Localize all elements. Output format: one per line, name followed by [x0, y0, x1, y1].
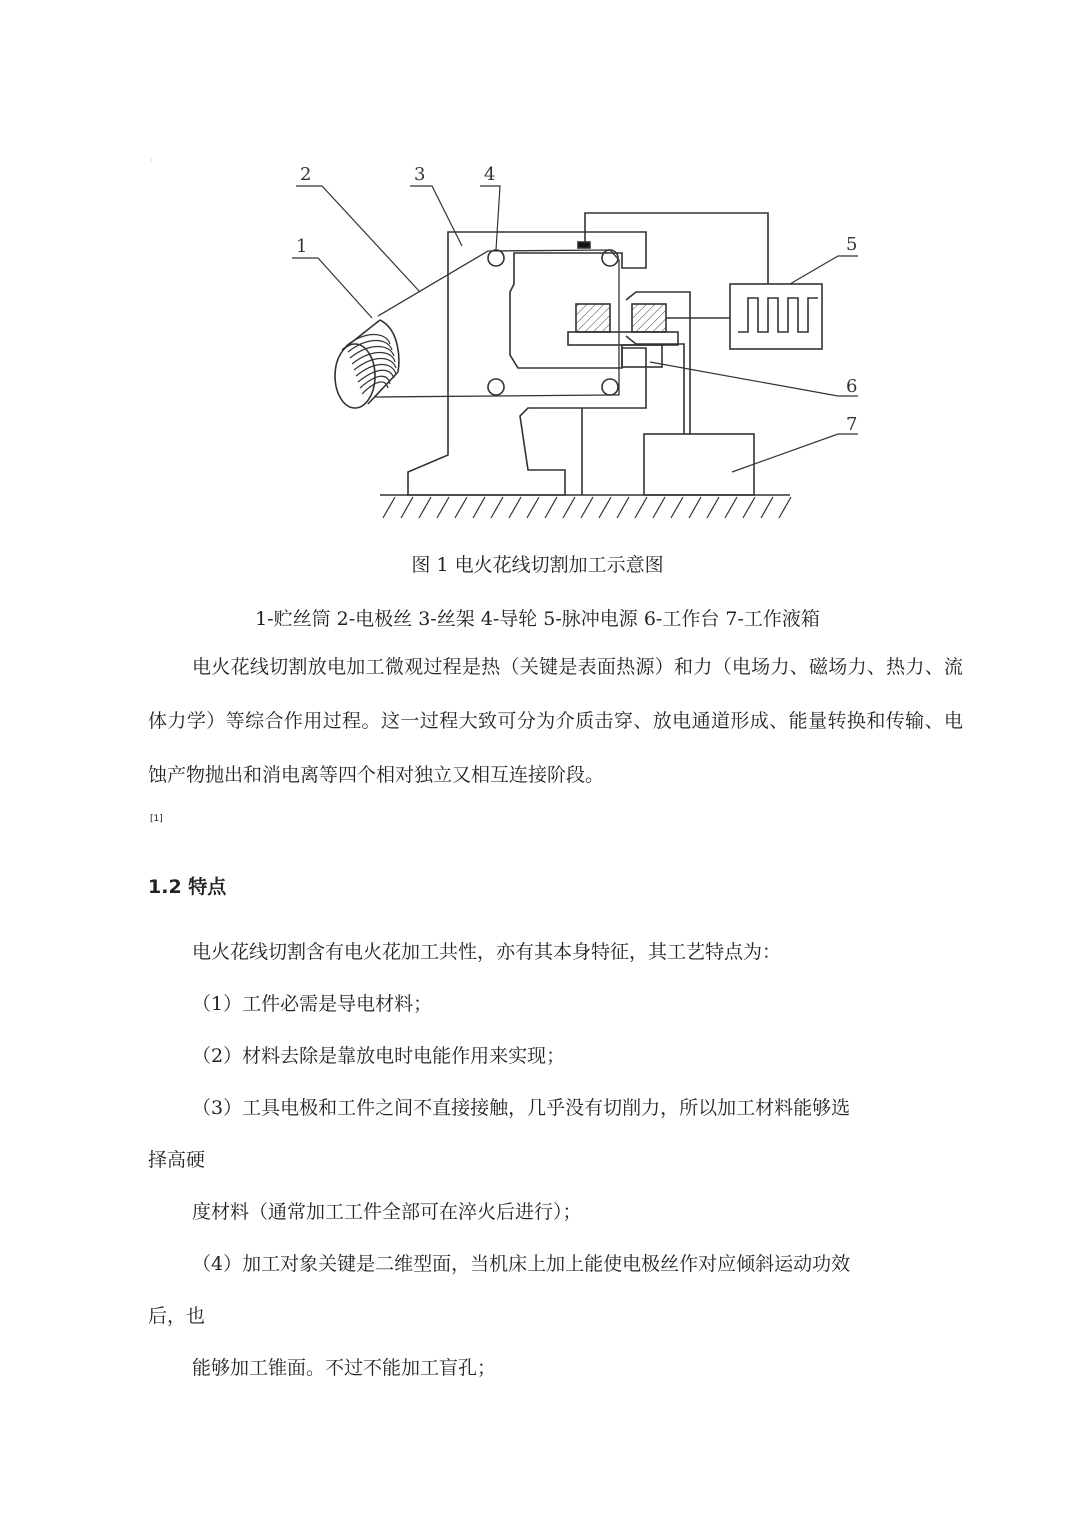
intro-paragraph: 电火花线切割放电加工微观过程是热（关键是表面热源）和力（电场力、磁场力、热力、流体力学）等综合作用过程。这一过程大致可分为介质击穿、放电通道形成、能量转换和传输、电蚀产物抛出和消电离等四个相对独立又相互连接阶段。 [148, 656, 963, 786]
figure-label-7: 7 [846, 414, 858, 435]
wire-frame [408, 232, 646, 495]
guide-wheel-bottom-right [602, 379, 618, 395]
figure-label-4: 4 [484, 164, 496, 185]
point-3-line-b: 择高硬 [148, 1149, 206, 1171]
point-3-line-c: 度材料（通常加工工件全部可在淬火后进行）； [192, 1201, 582, 1223]
figure-label-5: 5 [846, 234, 858, 255]
figure-label-2: 2 [300, 164, 312, 185]
pulse-waveform [738, 298, 818, 332]
point-4-line-c: 能够加工锥面。不过不能加工盲孔； [192, 1357, 497, 1379]
guide-wheel-bottom-left [488, 379, 504, 395]
workpiece-left [576, 304, 610, 332]
power-lead-top [585, 213, 768, 284]
figure-label-3: 3 [414, 164, 426, 185]
fluid-tank [644, 434, 754, 495]
point-1: （1）工件必需是导电材料； [192, 993, 433, 1015]
section-heading: 1.2 特点 [148, 876, 227, 898]
power-contact [578, 242, 590, 248]
ground-hatch [383, 497, 791, 518]
leader-lines [292, 186, 858, 472]
figure-label-6: 6 [846, 376, 858, 397]
wire-edm-schematic [280, 160, 880, 532]
figure-legend: 1-贮丝筒 2-电极丝 3-丝架 4-导轮 5-脉冲电源 6-工作台 7-工作液箱 [255, 608, 820, 630]
frame-inner-c [532, 270, 604, 280]
guide-wheel-top-left [488, 250, 504, 266]
reference-marker[interactable]: [1] [150, 814, 163, 824]
section-intro: 电火花线切割含有电火花加工共性，亦有其本身特征，其工艺特点为： [192, 941, 782, 963]
wire-drum [335, 320, 399, 408]
workpiece-right [632, 304, 666, 332]
point-2: （2）材料去除是靠放电时电能作用来实现； [192, 1045, 566, 1067]
figure-label-1: 1 [296, 236, 308, 257]
nozzle-bottom [626, 336, 684, 434]
point-4-line-a: （4）加工对象关键是二维型面，当机床上加上能使电极丝作对应倾斜运动功效 [192, 1253, 851, 1275]
figure-caption: 图 1 电火花线切割加工示意图 [411, 554, 664, 576]
marker-dot: · [150, 156, 153, 165]
point-3-line-a: （3）工具电极和工件之间不直接接触，几乎没有切削力，所以加工材料能够选 [192, 1097, 851, 1119]
point-4-line-b: 后，也 [148, 1305, 206, 1327]
workpiece-base [568, 332, 678, 345]
